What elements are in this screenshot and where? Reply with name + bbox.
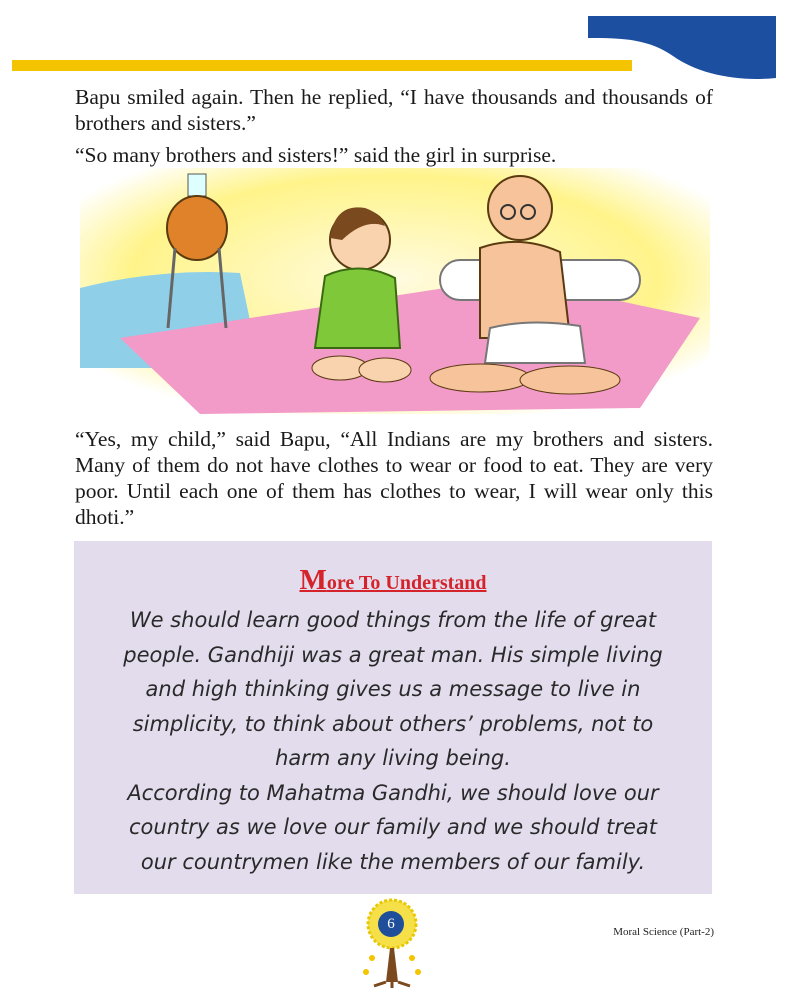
story-paragraph: “So many brothers and sisters!” said the girl in surprise. xyxy=(75,143,557,167)
story-paragraph: Bapu smiled again. Then he replied, “I have thousands and thousands of brothers and sisters.” xyxy=(75,85,713,135)
box-paragraph: We should learn good things from the life of great people. Gandhiji was a great man. His simple living and high thinking gives us a message to live in simplicity, to think about others’ problems, not to harm any living being. xyxy=(123,608,663,770)
header-yellow-bar xyxy=(12,60,632,71)
header-blue-corner xyxy=(588,16,776,80)
more-to-understand-box xyxy=(74,541,712,894)
box-title-initial: M xyxy=(299,564,327,596)
box-title xyxy=(74,564,712,597)
bapu-and-girl-illustration xyxy=(80,168,710,414)
box-title-rest: ore To Understand xyxy=(326,572,487,594)
box-paragraph: According to Mahatma Gandhi, we should love our country as we love our family and we should treat our countrymen like the members of our family. xyxy=(127,780,659,874)
story-paragraph: “Yes, my child,” said Bapu, “All Indians are my brothers and sisters. Many of them do not have clothes to wear or food to eat. They are very poor. Until each one of them has clothes to wear, I will wear only this dhoti.” xyxy=(75,427,713,529)
page-number: 6 xyxy=(378,911,404,937)
box-text xyxy=(114,603,672,879)
book-title: Moral Science (Part-2) xyxy=(613,926,714,938)
